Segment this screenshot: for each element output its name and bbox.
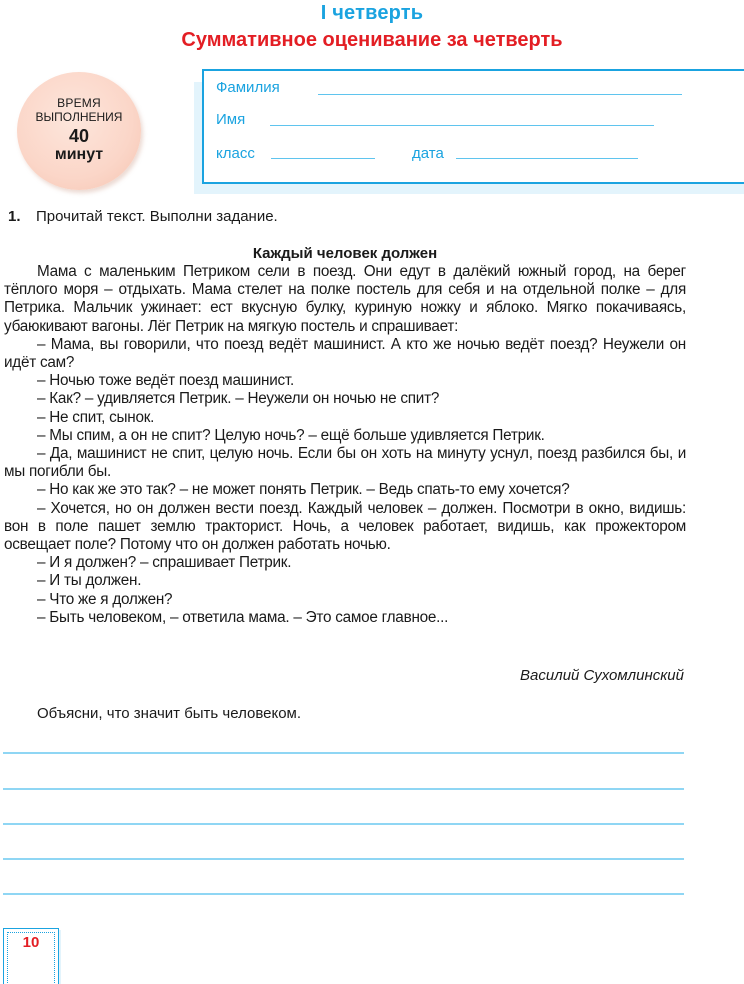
story-paragraph: – Мама, вы говорили, что поезд ведёт машинист. А кто же ночью ведёт поезд? Неужели он идёт сам? [4,335,686,372]
story-paragraph: Мама с маленьким Петриком сели в поезд. Они едут в далёкий южный город, на берег тёплого моря – отдыхать. Мама стелет на полке постель для себя и на отдельной полке – для Петрика. Мальчик ужинает: ест вкусную булку, куриную ножку и яблоко. Мягко покачиваясь, убаюкивают вагоны. Лёг Петрик на мягкую постель и спрашивает: [4,263,686,335]
story-paragraph: – И я должен? – спрашивает Петрик. [37,554,292,572]
story-paragraph: – И ты должен. [37,572,142,590]
time-limit-badge [17,72,141,190]
story-title: Каждый человек должен [252,245,438,262]
name-label: Имя [216,111,246,128]
answer-line-5[interactable] [3,893,684,895]
story-author: Василий Сухомлинский [520,667,684,684]
story-text [4,263,686,627]
date-field[interactable] [456,158,638,159]
page-number: 10 [22,934,40,951]
task-instruction [8,208,278,225]
story-paragraph: – Хочется, но он должен вести поезд. Каждый человек – должен. Посмотри в окно, видишь: вон в поле пашет землю тракторист. Ночь, а человек работает, видишь, как прожектором освещает поле? Потому что он должен работать ночью. [4,499,686,554]
name-field[interactable] [270,125,654,126]
time-badge-line2: ВЫПОЛНЕНИЯ [35,110,123,124]
time-badge-line1: ВРЕМЯ [57,96,101,110]
story-paragraph: – Не спит, сынок. [37,408,155,426]
class-field[interactable] [271,158,375,159]
class-label: класс [216,145,255,162]
story-paragraph: – Как? – удивляется Петрик. – Неужели он ночью не спит? [37,390,440,408]
task-number: 1. [8,208,21,225]
date-label: дата [412,145,444,162]
question-prompt: Объясни, что значит быть человеком. [37,705,302,722]
time-badge-minutes: 40 [68,126,90,146]
answer-line-4[interactable] [3,858,684,860]
story-paragraph: – Ночью тоже ведёт поезд машинист. [37,372,294,390]
story-paragraph: – Но как же это так? – не может понять Петрик. – Ведь спать-то ему хочется? [37,481,570,499]
story-paragraph: – Что же я должен? [37,590,173,608]
task-text: Прочитай текст. Выполни задание. [36,208,278,225]
story-paragraph: – Быть человеком, – ответила мама. – Это самое главное... [37,608,449,626]
story-paragraph: – Да, машинист не спит, целую ночь. Если бы он хоть на минуту уснул, поезд разбился бы, и мы погибли бы. [4,445,686,481]
answer-line-2[interactable] [3,788,684,790]
surname-field[interactable] [318,94,682,95]
page-number-box [3,928,59,984]
quarter-heading: I четверть [320,2,424,24]
answer-line-1[interactable] [3,752,684,754]
time-badge-unit: минут [54,146,104,163]
page-title: Суммативное оценивание за четверть [181,29,563,51]
story-paragraph: – Мы спим, а он не спит? Целую ночь? – ещё больше удивляется Петрик. [37,426,545,444]
answer-line-3[interactable] [3,823,684,825]
student-info-box [202,69,744,184]
surname-label: Фамилия [216,79,280,96]
